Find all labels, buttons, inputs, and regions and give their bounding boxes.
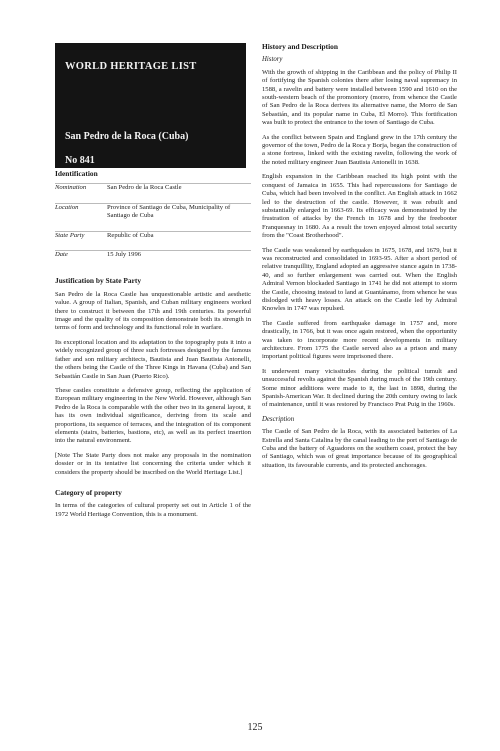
history-paragraph: The Castle suffered from earthquake damage in 1757 and, more drastically, in 1766, but it was once again restored, when the opportunity was taken to incorporate more recent developments in military architecture. From 1775 the Castle served also as a prison and many important political figures were imprisoned there.: [262, 319, 457, 361]
history-paragraph: With the growth of shipping in the Caribbean and the policy of Philip II of fortifying the Spanish colonies there after losing naval supremacy in 1588, a ravelin and battery were installed between 1590 and 1610 on the south-western beach of the promontory (morro, from whence the Castle of San Pedro de la Roca derives its alternative name, the Morro de San Sebastián, and its popular name in Cuba, El Morro). This fortification was built to protect the entrance to the town of Santiago de Cuba.: [262, 68, 457, 127]
property-number: No 841: [65, 155, 95, 166]
date-key: Date: [55, 251, 68, 259]
left-column: [55, 170, 251, 525]
identification-table: [55, 183, 251, 269]
state-party-key: State Party: [55, 231, 85, 239]
description-subheading: Description: [262, 415, 295, 423]
history-paragraph: It underwent many vicissitudes during the political tumult and unsuccessful revolts against the Spanish during much of the 19th century. Some minor additions were made to it, the last in 1898, during the Spanish-American War. It declined during the 20th century owing to lack of maintenance, until it was restored by Francisco Prat Puig in the 1960s.: [262, 367, 457, 409]
table-row: [55, 203, 251, 231]
location-key: Location: [55, 203, 79, 211]
table-row: [55, 251, 251, 270]
table-row: [55, 184, 251, 203]
property-title: San Pedro de la Roca (Cuba): [65, 131, 189, 142]
justification-paragraph: Its exceptional location and its adaptation to the topography puts it into a widely recognized group of three such fortresses designed by the famous father and son military architects, Bautista and Juan Bautista Antonelli, the others being the Castle of the Three Kings in Havana (Cuba) and San Sebastián Castle in San Juan (Puerto Rico).: [55, 338, 251, 380]
justification-note: [Note The State Party does not make any proposals in the nomination dossier or in its tentative list concerning the criteria under which it considers the property should be inscribed on the World Heritage List.]: [55, 451, 251, 476]
list-title: WORLD HERITAGE LIST: [65, 61, 197, 72]
justification-paragraph: San Pedro de la Roca Castle has unquestionable artistic and aesthetic value. A group of Italian, Spanish, and Cuban military engineers worked there to construct it between the 17th and 19th centuries. Its powerful image and the quality of its composition demonstrate both its strength in terms of form and technology and its functional role in warfare.: [55, 290, 251, 332]
title-box: [55, 43, 246, 168]
page-number: 125: [247, 722, 263, 733]
right-column: [262, 43, 457, 476]
history-paragraph: The Castle was weakened by earthquakes in 1675, 1678, and 1679, but it was reconstructed and consolidated in 1693-95. After a short period of relative tranquillity, England adopted an aggressive stance again in 1738-40, and so further enlargement was carried out. When the English Admiral Vernon blockaded Santiago in 1741 he did not attempt to storm the Castle, choosing instead to land at Guantánamo, from whence he was dislodged with heavy losses. An attack on the Castle led by Admiral Knowles in 1747 was repulsed.: [262, 246, 457, 313]
justification-heading: Justification by State Party: [55, 276, 142, 286]
state-party-value: Republic of Cuba: [107, 231, 154, 239]
category-paragraph: In terms of the categories of cultural property set out in Article 1 of the 1972 World Heritage Convention, this is a monument.: [55, 502, 251, 518]
history-paragraph: English expansion in the Caribbean reached its high point with the conquest of Jamaica in 1655. This had repercussions for Santiago de Cuba, which had been involved in the conflict. An English attack in 1662 led to the destruction of the castle. However, it was rebuilt and substantially enlarged in 1663-69. Its efficacy was demonstrated by the frustration of attacks by the French in 1678 and by the freebooter Franquesnay in 1680. As a result the town enjoyed almost total security from the "Coast Brotherhood".: [262, 173, 457, 240]
category-heading: Category of property: [55, 487, 122, 497]
history-heading: History and Description: [262, 42, 338, 51]
history-subheading: History: [262, 56, 283, 64]
date-value: 15 July 1996: [107, 251, 142, 259]
nomination-value: San Pedro de la Roca Castle: [107, 184, 182, 192]
table-row: [55, 231, 251, 250]
identification-heading: Identification: [55, 169, 98, 178]
description-paragraph: The Castle of San Pedro de la Roca, with its associated batteries of La Estrella and Santa Catalina by the canal leading to the port of Santiago de Cuba and the battery of Aguadores on the southern coast, protect the bay of Santiago, which was of great importance because of its geographical situation, its favourable currents, and its protected anchorages.: [262, 428, 457, 469]
history-paragraph: As the conflict between Spain and England grew in the 17th century the governor of the town, Pedro de la Roca y Borja, began the construction of a stone fortress, linked with the existing ravelin, following the work of the noted military engineer Juan Bautista Antonelli in 1638.: [262, 133, 458, 166]
location-value: Province of Santiago de Cuba, Municipality of Santiago de Cuba: [107, 203, 231, 220]
justification-paragraph: These castles constitute a defensive group, reflecting the application of European military engineering in the New World. However, although San Pedro de la Roca is comparable with the other two in its general layout, it has its own individual significance, deriving from its scale and proportions, its sequence of terraces, and the integration of its component elements (stairs, batteries, bastions, etc), as well as its perfect insertion into the natural environment.: [55, 386, 251, 445]
nomination-key: Nomination: [55, 184, 87, 192]
